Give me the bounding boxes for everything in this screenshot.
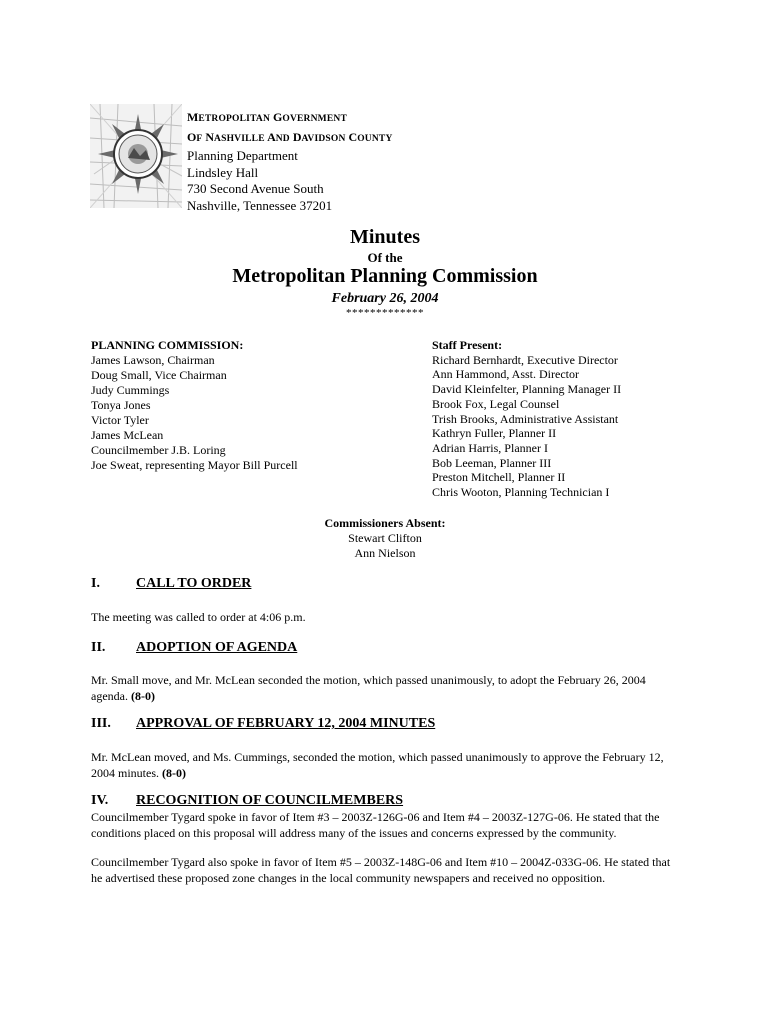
staff-member: Adrian Harris, Planner I <box>432 440 548 455</box>
commission-member: Judy Cummings <box>91 383 170 397</box>
staff-heading: Staff Present: <box>432 338 503 352</box>
absent-member: Ann Nielson <box>354 546 416 560</box>
commissioners-absent <box>0 516 770 561</box>
section-paragraph <box>91 750 681 781</box>
metro-seal-logo <box>90 104 182 208</box>
commission-title: Metropolitan Planning Commission <box>232 265 538 287</box>
section-paragraph <box>91 673 681 704</box>
staff-member: Brook Fox, Legal Counsel <box>432 396 560 411</box>
section-number: III. <box>91 716 111 731</box>
staff-present-list <box>432 338 621 500</box>
staff-member: Richard Bernhardt, Executive Director <box>432 352 618 367</box>
commission-member: Tonya Jones <box>91 398 151 412</box>
absent-heading: Commissioners Absent: <box>324 516 446 530</box>
absent-member: Stewart Clifton <box>348 531 422 545</box>
section-heading-recognition-of-councilmembers <box>91 793 403 809</box>
title-of-the: Of the <box>367 250 403 265</box>
document-title: Minutes <box>350 226 420 248</box>
vote-count: (8-0) <box>130 688 155 703</box>
paragraph-text: Mr. McLean moved, and Ms. Cummings, seconded the motion, which passed unanimously to approve the February 12, 2004 minutes. <box>91 750 664 780</box>
commission-member: Victor Tyler <box>91 413 149 427</box>
section-paragraph: Councilmember Tygard also spoke in favor of Item #5 – 2003Z-148G-06 and Item #10 – 2004Z-033G-06. He stated that he advertised these proposed zone changes in the local community newspapers and received no opposition. <box>91 855 671 885</box>
address-line: Lindsley Hall <box>187 164 259 180</box>
address-line: Nashville, Tennessee 37201 <box>187 197 333 213</box>
commission-member: Councilmember J.B. Loring <box>91 443 226 457</box>
section-heading-approval-of-minutes <box>91 716 435 732</box>
section-title: CALL TO ORDER <box>136 576 252 591</box>
section-heading-call-to-order <box>91 576 251 592</box>
commission-member: Doug Small, Vice Chairman <box>91 368 227 382</box>
commission-heading: PLANNING COMMISSION: <box>91 338 244 352</box>
section-title: APPROVAL OF FEBRUARY 12, 2004 MINUTES <box>136 716 436 731</box>
commission-member: James Lawson, Chairman <box>91 353 215 367</box>
staff-member: Ann Hammond, Asst. Director <box>432 367 579 382</box>
section-heading-adoption-of-agenda <box>91 640 297 656</box>
commission-members-list <box>91 338 298 473</box>
staff-member: Kathryn Fuller, Planner II <box>432 426 557 441</box>
staff-member: Trish Brooks, Administrative Assistant <box>432 411 619 426</box>
org-line-1: METROPOLITAN GOVERNMENT <box>187 110 347 124</box>
section-title: ADOPTION OF AGENDA <box>136 640 298 655</box>
section-number: IV. <box>91 793 109 808</box>
section-paragraph: The meeting was called to order at 4:06 p.m. <box>91 610 306 624</box>
address-line: Planning Department <box>187 148 298 163</box>
meeting-date: February 26, 2004 <box>331 291 439 306</box>
staff-member: Chris Wooton, Planning Technician I <box>432 485 610 500</box>
staff-member: Preston Mitchell, Planner II <box>432 470 566 485</box>
paragraph-text: Mr. Small move, and Mr. McLean seconded the motion, which passed unanimously, to adopt the February 26, 2004 agenda. <box>91 673 646 703</box>
commission-member: Joe Sweat, representing Mayor Bill Purcell <box>91 458 298 472</box>
address-line: 730 Second Avenue South <box>187 181 324 197</box>
section-number: II. <box>91 640 106 655</box>
commission-member: James McLean <box>91 428 164 442</box>
org-line-2: OF NASHVILLE AND DAVIDSON COUNTY <box>187 130 393 144</box>
section-title: RECOGNITION OF COUNCILMEMBERS <box>136 793 404 808</box>
vote-count: (8-0) <box>162 765 186 780</box>
staff-member: David Kleinfelter, Planning Manager II <box>432 382 622 397</box>
divider-stars: ************* <box>346 307 424 319</box>
section-paragraph: Councilmember Tygard spoke in favor of Item #3 – 2003Z-126G-06 and Item #4 – 2003Z-127G-06. He stated that the conditions placed on this proposal will address many of the issues and concerns expressed by the community. <box>91 810 660 840</box>
staff-member: Bob Leeman, Planner III <box>432 455 552 470</box>
organization-name <box>187 108 393 148</box>
department-address <box>187 148 332 214</box>
section-number: I. <box>91 576 100 591</box>
